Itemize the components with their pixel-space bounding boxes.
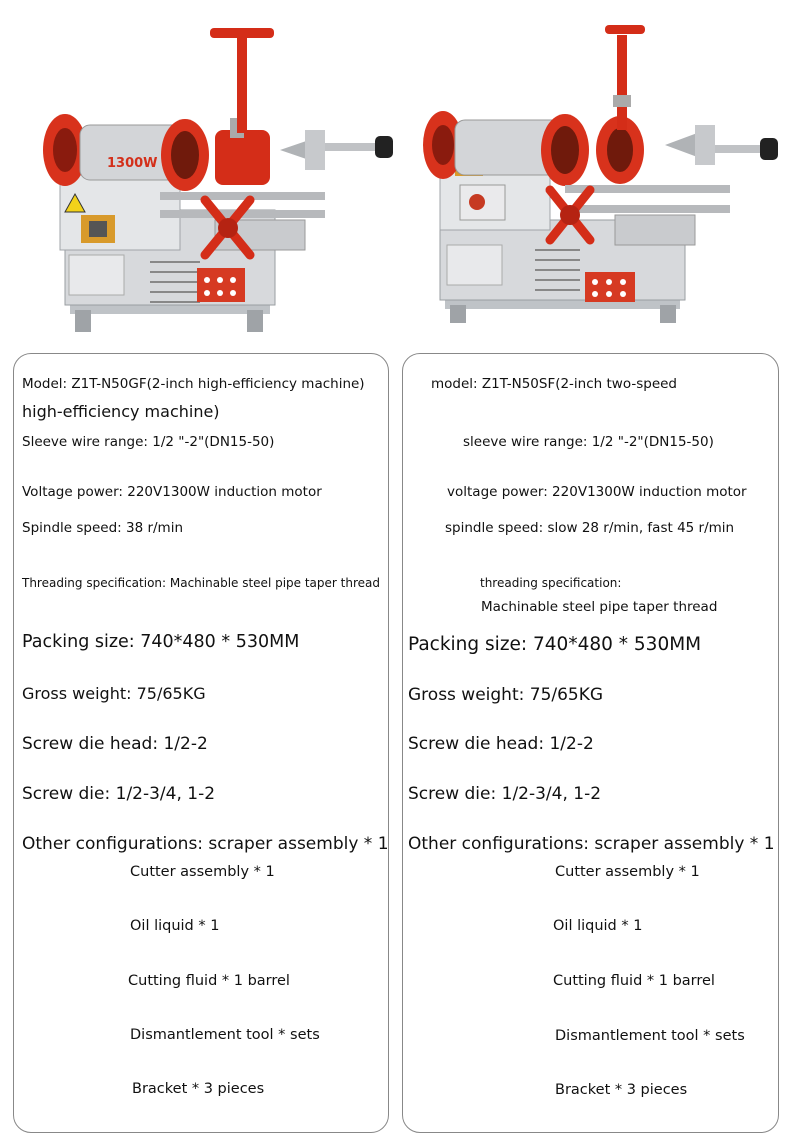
screw-die-head-text: Screw die head: 1/2-2 — [22, 734, 208, 754]
threading-spec-text-continued: Machinable steel pipe taper thread — [481, 599, 718, 615]
voltage-text: Voltage power: 220V1300W induction motor — [22, 484, 322, 500]
spec-card-z1t-n50gf — [13, 353, 389, 1133]
spindle-speed-text: Spindle speed: 38 r/min — [22, 520, 184, 536]
screw-die-head-text: Screw die head: 1/2-2 — [408, 734, 594, 754]
spec-card-z1t-n50sf — [402, 353, 779, 1133]
threading-machine-1300w-image — [25, 0, 395, 340]
model-text: Model: Z1T-N50GF(2-inch high-efficiency machine) — [22, 376, 365, 392]
sleeve-range-text: Sleeve wire range: 1/2 "-2"(DN15-50) — [22, 434, 275, 450]
accessory-item: Cutter assembly * 1 — [555, 864, 700, 880]
voltage-text: voltage power: 220V1300W induction motor — [447, 484, 747, 500]
accessory-item: Oil liquid * 1 — [130, 918, 220, 934]
screw-die-text: Screw die: 1/2-3/4, 1-2 — [408, 784, 602, 804]
accessory-item: Bracket * 3 pieces — [555, 1082, 688, 1098]
spindle-speed-text: spindle speed: slow 28 r/min, fast 45 r/min — [445, 520, 735, 536]
accessory-item: Cutter assembly * 1 — [130, 864, 275, 880]
accessory-item: Bracket * 3 pieces — [132, 1081, 265, 1097]
screw-die-text: Screw die: 1/2-3/4, 1-2 — [22, 784, 216, 804]
packing-size-text: Packing size: 740*480 * 530MM — [22, 632, 300, 652]
model-text: model: Z1T-N50SF(2-inch two-speed — [431, 376, 678, 392]
model-text-continued: high-efficiency machine) — [22, 402, 220, 421]
gross-weight-text: Gross weight: 75/65KG — [408, 685, 604, 705]
threading-machine-two-speed-image — [415, 0, 785, 340]
threading-spec-text: Threading specification: Machinable steel pipe taper thread — [22, 576, 380, 590]
other-config-text: Other configurations: scraper assembly * 1 — [408, 834, 775, 854]
packing-size-text: Packing size: 740*480 * 530MM — [408, 634, 702, 655]
threading-spec-text: threading specification: — [480, 576, 622, 590]
accessory-item: Oil liquid * 1 — [553, 918, 643, 934]
other-config-text: Other configurations: scraper assembly * 1 — [22, 834, 389, 854]
accessory-item: Dismantlement tool * sets — [130, 1027, 320, 1043]
machine-power-label: 1300W — [107, 156, 158, 171]
sleeve-range-text: sleeve wire range: 1/2 "-2"(DN15-50) — [463, 434, 714, 450]
accessory-item: Cutting fluid * 1 barrel — [553, 973, 715, 989]
accessory-item: Dismantlement tool * sets — [555, 1028, 745, 1044]
accessory-item: Cutting fluid * 1 barrel — [128, 973, 290, 989]
gross-weight-text: Gross weight: 75/65KG — [22, 684, 206, 703]
